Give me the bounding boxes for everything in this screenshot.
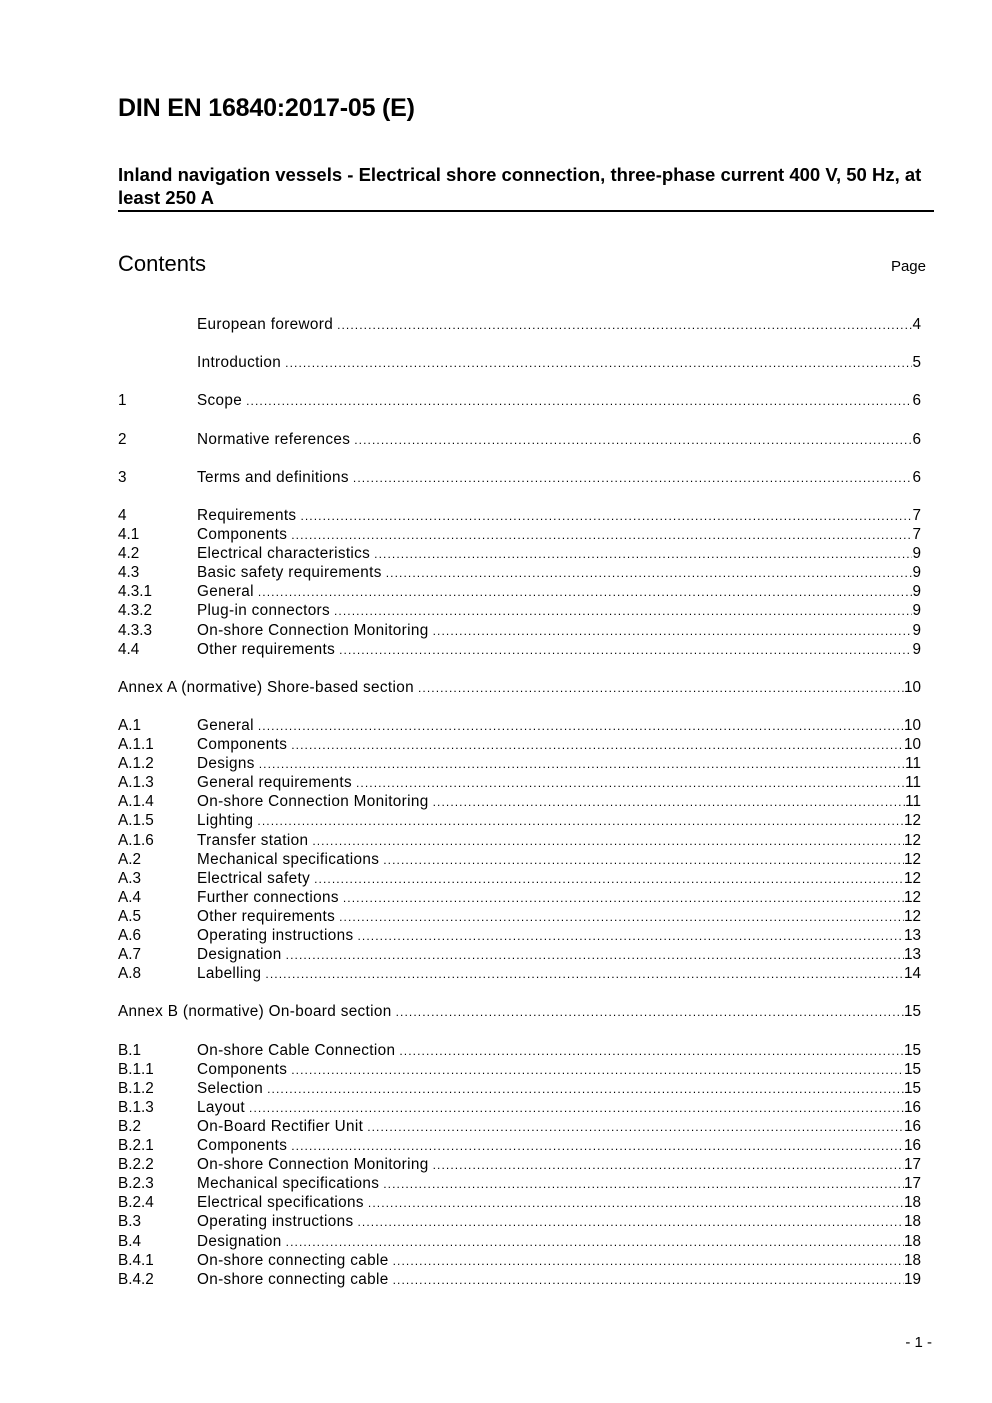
toc-dot-leader <box>259 755 905 773</box>
toc-entry-number: 4.3 <box>118 564 140 582</box>
toc-entry[interactable] <box>118 831 921 850</box>
toc-entry-page: 12 <box>903 850 921 868</box>
toc-dot-leader <box>393 1271 904 1289</box>
toc-entry[interactable] <box>118 754 921 773</box>
toc-entry[interactable] <box>118 1041 921 1060</box>
document-subtitle: Inland navigation vessels - Electrical shore connection, three-phase current 400 V, 50 Hz, at least 250 A <box>118 164 922 208</box>
toc-entry[interactable] <box>118 1251 921 1270</box>
toc-entry-page: 18 <box>903 1232 921 1250</box>
toc-entry-title: Components <box>197 1060 288 1078</box>
toc-entry[interactable] <box>118 1002 921 1021</box>
toc-entry[interactable] <box>118 773 921 792</box>
toc-entry[interactable] <box>118 640 921 659</box>
toc-entry-title: Introduction <box>197 354 282 372</box>
toc-entry[interactable] <box>118 1212 921 1231</box>
toc-entry[interactable] <box>118 945 921 964</box>
toc-entry-title: Requirements <box>197 506 297 524</box>
toc-dot-leader <box>285 354 912 372</box>
toc-entry-title: Components <box>197 736 288 754</box>
toc-entry-number: 4.1 <box>118 526 140 544</box>
toc-entry-page: 17 <box>903 1156 921 1174</box>
toc-dot-leader <box>246 392 912 410</box>
toc-dot-leader <box>396 1003 904 1021</box>
toc-entry-page: 9 <box>912 564 921 582</box>
toc-entry-title: General <box>197 583 254 601</box>
toc-entry-page: 9 <box>912 640 921 658</box>
toc-entry-page: 18 <box>903 1213 921 1231</box>
toc-entry-number: A.4 <box>118 888 141 906</box>
toc-entry[interactable] <box>118 353 921 372</box>
toc-entry-page: 9 <box>912 583 921 601</box>
toc-dot-leader <box>291 1137 904 1155</box>
toc-entry-title: Operating instructions <box>197 927 354 944</box>
toc-entry-number: B.4 <box>118 1232 141 1250</box>
toc-entry-title: Transfer station <box>197 831 309 849</box>
toc-entry-page: 15 <box>903 1041 921 1059</box>
toc-entry-page: 12 <box>903 869 921 887</box>
toc-entry-title: Mechanical specifications <box>197 1175 380 1193</box>
toc-entry-number: 4 <box>118 506 127 524</box>
toc-entry-page: 15 <box>903 1003 921 1021</box>
toc-dot-leader <box>358 1213 904 1231</box>
toc-dot-leader <box>433 793 906 811</box>
toc-entry-title: On-shore Connection Monitoring <box>197 621 429 639</box>
toc-entry-page: 12 <box>903 907 921 925</box>
toc-entry[interactable] <box>118 430 921 449</box>
toc-entry[interactable] <box>118 1232 921 1251</box>
toc-dot-leader <box>312 832 904 850</box>
toc-entry-number: A.7 <box>118 946 141 964</box>
toc-entry[interactable] <box>118 506 921 525</box>
toc-entry-title: Other requirements <box>197 907 336 925</box>
toc-entry-title: Annex A (normative) Shore-based section <box>118 678 414 696</box>
toc-entry-title: Further connections <box>197 888 339 906</box>
toc-entry-number: 4.3.2 <box>118 602 153 620</box>
toc-entry[interactable] <box>118 563 921 582</box>
toc-entry-title: Designation <box>197 1232 282 1250</box>
toc-entry-title: On-shore connecting cable <box>197 1270 389 1288</box>
toc-dot-leader <box>314 870 904 888</box>
toc-entry-title: European foreword <box>197 316 334 333</box>
toc-dot-leader <box>300 507 912 525</box>
toc-entry-title: Components <box>197 526 288 544</box>
toc-entry-number: 1 <box>118 392 127 410</box>
toc-entry-number: A.3 <box>118 869 141 887</box>
toc-entry-number: A.1.3 <box>118 774 154 792</box>
toc-entry-title: Layout <box>197 1098 246 1116</box>
toc-entry-number: B.1 <box>118 1041 141 1059</box>
toc-dot-leader <box>374 545 912 563</box>
toc-dot-leader <box>383 851 904 869</box>
toc-spacer <box>118 697 921 716</box>
toc-dot-leader <box>356 774 905 792</box>
toc-entry-number: B.2.4 <box>118 1194 154 1212</box>
toc-entry-number: 2 <box>118 430 127 448</box>
toc-entry-page: 9 <box>912 621 921 639</box>
toc-entry-title: On-shore Connection Monitoring <box>197 1156 429 1174</box>
toc-entry[interactable] <box>118 601 921 620</box>
toc-entry-title: On-Board Rectifier Unit <box>197 1117 364 1135</box>
toc-entry[interactable] <box>118 544 921 563</box>
toc-entry[interactable] <box>118 869 921 888</box>
toc-entry[interactable] <box>118 525 921 544</box>
toc-entry[interactable] <box>118 1136 921 1155</box>
toc-entry[interactable] <box>118 1155 921 1174</box>
toc-entry-page: 19 <box>903 1270 921 1288</box>
toc-entry-page: 11 <box>905 755 921 773</box>
toc-entry-page: 16 <box>903 1137 921 1155</box>
toc-entry-number: 4.2 <box>118 545 140 563</box>
toc-entry-number: B.2.2 <box>118 1156 154 1174</box>
toc-dot-leader <box>258 583 913 601</box>
toc-entry[interactable] <box>118 1174 921 1193</box>
toc-dot-leader <box>291 526 912 544</box>
toc-entry[interactable] <box>118 391 921 410</box>
toc-entry-title: On-shore Cable Connection <box>197 1041 396 1059</box>
toc-dot-leader <box>291 1061 904 1079</box>
toc-entry-number: A.1.6 <box>118 831 154 849</box>
toc-entry-number: 3 <box>118 468 127 486</box>
toc-entry-title: Other requirements <box>197 640 336 658</box>
toc-entry-title: Terms and definitions <box>197 468 349 486</box>
toc-spacer <box>118 487 921 506</box>
toc-entry-page: 15 <box>903 1079 921 1097</box>
toc-entry-number: 4.3.1 <box>118 583 153 601</box>
toc-entry[interactable] <box>118 735 921 754</box>
toc-entry-page: 7 <box>912 506 921 524</box>
toc-entry-title: Designation <box>197 946 282 964</box>
toc-entry-title: Annex B (normative) On-board section <box>118 1003 392 1021</box>
toc-dot-leader <box>334 602 912 620</box>
toc-entry-title: Basic safety requirements <box>197 564 382 582</box>
table-of-contents <box>118 315 921 1289</box>
toc-entry-page: 18 <box>903 1251 921 1269</box>
toc-dot-leader <box>249 1099 904 1117</box>
toc-entry-number: 4.4 <box>118 640 140 658</box>
toc-entry[interactable] <box>118 315 921 334</box>
toc-entry-page: 6 <box>912 468 921 486</box>
toc-entry[interactable] <box>118 1079 921 1098</box>
toc-dot-leader <box>258 717 904 735</box>
toc-entry-number: B.1.2 <box>118 1079 154 1097</box>
toc-entry-number: A.6 <box>118 927 141 944</box>
toc-entry-number: A.1 <box>118 716 141 734</box>
toc-entry-title: Mechanical specifications <box>197 850 380 868</box>
toc-entry-page: 12 <box>903 888 921 906</box>
toc-entry-page: 6 <box>912 392 921 410</box>
toc-entry-title: General <box>197 716 254 734</box>
toc-entry-number: B.4.1 <box>118 1251 154 1269</box>
toc-dot-leader <box>368 1194 904 1212</box>
toc-dot-leader <box>343 889 904 907</box>
page-column-heading: Page <box>890 258 926 275</box>
toc-entry-page: 10 <box>903 678 921 696</box>
toc-entry-page: 12 <box>903 831 921 849</box>
toc-entry-page: 18 <box>903 1194 921 1212</box>
toc-entry-page: 4 <box>912 316 921 333</box>
toc-entry-number: A.8 <box>118 965 141 983</box>
toc-entry-page: 10 <box>903 736 921 754</box>
contents-heading: Contents <box>118 251 207 276</box>
toc-dot-leader <box>267 1080 904 1098</box>
toc-entry-page: 7 <box>912 526 921 544</box>
toc-dot-leader <box>339 641 912 659</box>
toc-spacer <box>118 410 921 429</box>
toc-entry[interactable] <box>118 678 921 697</box>
toc-entry[interactable] <box>118 888 921 907</box>
toc-entry-title: Scope <box>197 392 243 410</box>
toc-entry-page: 9 <box>912 602 921 620</box>
toc-entry-number: B.3 <box>118 1213 141 1231</box>
toc-entry-page: 6 <box>912 430 921 448</box>
toc-spacer <box>118 449 921 468</box>
toc-entry-number: A.1.1 <box>118 736 154 754</box>
toc-dot-leader <box>257 812 904 830</box>
toc-entry[interactable] <box>118 621 921 640</box>
toc-entry-title: Electrical safety <box>197 869 311 887</box>
toc-entry[interactable] <box>118 1117 921 1136</box>
title-divider <box>118 210 934 212</box>
toc-entry-number: A.1.5 <box>118 812 154 830</box>
toc-entry-page: 10 <box>903 716 921 734</box>
toc-entry[interactable] <box>118 792 921 811</box>
toc-dot-leader <box>286 946 904 964</box>
toc-entry-title: Designs <box>197 755 255 773</box>
toc-spacer <box>118 983 921 1002</box>
toc-entry[interactable] <box>118 1193 921 1212</box>
toc-dot-leader <box>354 431 912 449</box>
toc-entry-page: 11 <box>905 774 921 792</box>
toc-entry-title: Components <box>197 1137 288 1155</box>
toc-entry[interactable] <box>118 1270 921 1289</box>
toc-entry-title: Electrical specifications <box>197 1194 364 1212</box>
toc-dot-leader <box>286 1233 904 1251</box>
toc-entry-page: 16 <box>903 1117 921 1135</box>
toc-entry-number: B.4.2 <box>118 1270 154 1288</box>
toc-spacer <box>118 659 921 678</box>
toc-entry-title: Electrical characteristics <box>197 545 371 563</box>
toc-entry[interactable] <box>118 468 921 487</box>
toc-entry-number: B.1.1 <box>118 1060 154 1078</box>
toc-entry-page: 17 <box>903 1175 921 1193</box>
toc-dot-leader <box>291 736 904 754</box>
toc-dot-leader <box>353 469 913 487</box>
toc-entry-title: Normative references <box>197 430 351 448</box>
toc-entry-title: On-shore connecting cable <box>197 1251 389 1269</box>
toc-entry-title: General requirements <box>197 774 352 792</box>
toc-spacer <box>118 334 921 353</box>
toc-spacer <box>118 372 921 391</box>
toc-entry-page: 15 <box>903 1060 921 1078</box>
toc-dot-leader <box>383 1175 904 1193</box>
toc-entry[interactable] <box>118 964 921 983</box>
toc-entry-title: Plug-in connectors <box>197 602 330 620</box>
toc-entry[interactable] <box>118 1060 921 1079</box>
toc-dot-leader <box>358 927 904 945</box>
toc-dot-leader <box>367 1118 904 1136</box>
toc-entry-number: B.2.3 <box>118 1175 154 1193</box>
toc-entry-page: 14 <box>903 965 921 983</box>
toc-entry-page: 12 <box>903 812 921 830</box>
toc-dot-leader <box>399 1042 904 1060</box>
toc-entry[interactable] <box>118 811 921 830</box>
toc-entry[interactable] <box>118 582 921 601</box>
toc-dot-leader <box>337 316 912 334</box>
toc-entry-page: 13 <box>903 927 921 944</box>
toc-dot-leader <box>393 1252 904 1270</box>
toc-dot-leader <box>433 1156 904 1174</box>
toc-entry-title: On-shore Connection Monitoring <box>197 793 429 811</box>
toc-dot-leader <box>265 965 904 983</box>
toc-entry-page: 11 <box>905 793 921 811</box>
toc-entry[interactable] <box>118 716 921 735</box>
toc-entry-page: 9 <box>912 545 921 563</box>
toc-entry-title: Selection <box>197 1079 264 1097</box>
toc-entry-number: A.5 <box>118 907 141 925</box>
toc-entry-page: 5 <box>912 354 921 372</box>
toc-dot-leader <box>418 679 904 697</box>
toc-entry-number: A.2 <box>118 850 141 868</box>
toc-entry-title: Operating instructions <box>197 1213 354 1231</box>
toc-entry-page: 16 <box>903 1098 921 1116</box>
toc-entry-title: Labelling <box>197 965 262 983</box>
toc-entry-number: B.2.1 <box>118 1137 154 1155</box>
toc-entry-number: A.1.4 <box>118 793 154 811</box>
toc-dot-leader <box>339 908 904 926</box>
toc-entry[interactable] <box>118 1098 921 1117</box>
toc-entry-number: B.1.3 <box>118 1098 154 1116</box>
toc-dot-leader <box>386 564 913 582</box>
toc-entry-page: 13 <box>903 946 921 964</box>
toc-entry-number: B.2 <box>118 1117 141 1135</box>
toc-entry[interactable] <box>118 850 921 869</box>
toc-entry-number: A.1.2 <box>118 755 154 773</box>
toc-dot-leader <box>433 622 913 640</box>
page-number: - 1 - <box>905 1334 932 1351</box>
toc-entry-title: Lighting <box>197 812 254 830</box>
toc-entry[interactable] <box>118 907 921 926</box>
document-title: DIN EN 16840:2017-05 (E) <box>118 94 415 122</box>
toc-entry[interactable] <box>118 926 921 945</box>
toc-spacer <box>118 1021 921 1040</box>
toc-entry-number: 4.3.3 <box>118 621 153 639</box>
